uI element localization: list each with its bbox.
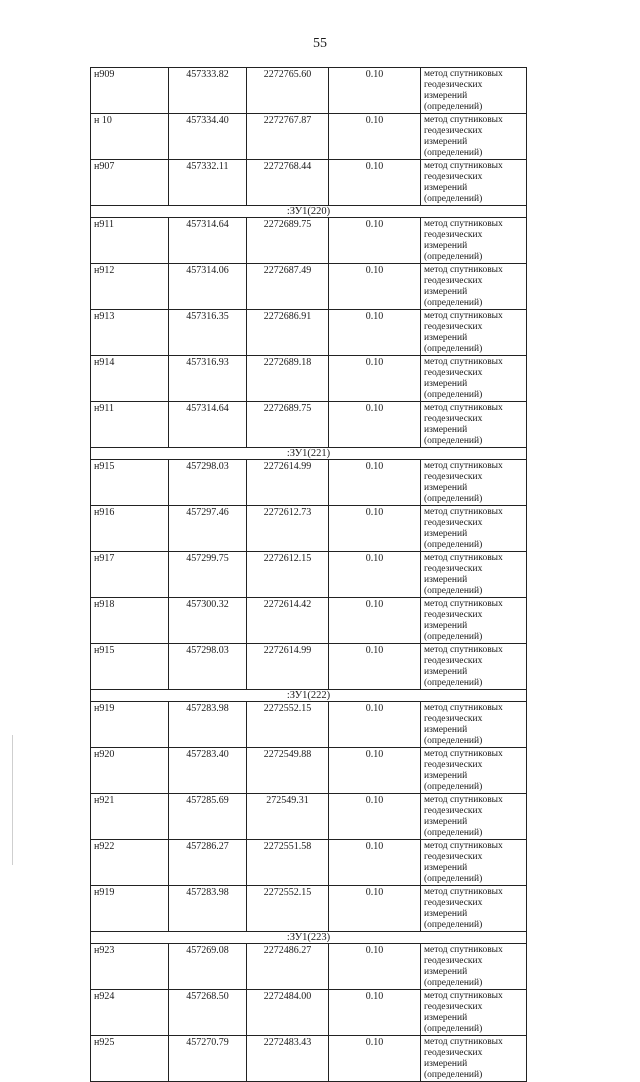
- accuracy-cell: 0.10: [329, 310, 421, 356]
- accuracy-cell: 0.10: [329, 748, 421, 794]
- table-row: [91, 598, 527, 644]
- table-row: [91, 264, 527, 310]
- table-row: [91, 356, 527, 402]
- table-row: [91, 506, 527, 552]
- method-cell: метод спутниковых геодезических измерений (определений): [421, 218, 527, 264]
- x-coordinate-cell: 457283.98: [169, 886, 247, 932]
- accuracy-cell: 0.10: [329, 644, 421, 690]
- method-cell: метод спутниковых геодезических измерений (определений): [421, 794, 527, 840]
- accuracy-cell: 0.10: [329, 1036, 421, 1082]
- page-number: 55: [313, 36, 327, 51]
- x-coordinate-cell: 457297.46: [169, 506, 247, 552]
- section-header-row: [91, 448, 527, 460]
- point-name-cell: н907: [91, 160, 169, 206]
- accuracy-cell: 0.10: [329, 598, 421, 644]
- accuracy-cell: 0.10: [329, 840, 421, 886]
- y-coordinate-cell: 2272483.43: [247, 1036, 329, 1082]
- point-name-cell: н913: [91, 310, 169, 356]
- method-cell: метод спутниковых геодезических измерений (определений): [421, 264, 527, 310]
- point-name-cell: н914: [91, 356, 169, 402]
- x-coordinate-cell: 457314.64: [169, 218, 247, 264]
- y-coordinate-cell: 2272549.88: [247, 748, 329, 794]
- point-name-cell: н921: [91, 794, 169, 840]
- point-name-cell: н925: [91, 1036, 169, 1082]
- x-coordinate-cell: 457316.93: [169, 356, 247, 402]
- point-name-cell: н 10: [91, 114, 169, 160]
- y-coordinate-cell: 2272765.60: [247, 68, 329, 114]
- table-row: [91, 990, 527, 1036]
- x-coordinate-cell: 457334.40: [169, 114, 247, 160]
- method-cell: метод спутниковых геодезических измерений (определений): [421, 160, 527, 206]
- method-cell: метод спутниковых геодезических измерений (определений): [421, 68, 527, 114]
- point-name-cell: н917: [91, 552, 169, 598]
- table-row: [91, 402, 527, 448]
- table-row: [91, 460, 527, 506]
- accuracy-cell: 0.10: [329, 944, 421, 990]
- y-coordinate-cell: 272549.31: [247, 794, 329, 840]
- method-cell: метод спутниковых геодезических измерений (определений): [421, 944, 527, 990]
- x-coordinate-cell: 457283.98: [169, 702, 247, 748]
- table-row: [91, 1036, 527, 1082]
- y-coordinate-cell: 2272689.75: [247, 218, 329, 264]
- accuracy-cell: 0.10: [329, 990, 421, 1036]
- accuracy-cell: 0.10: [329, 794, 421, 840]
- x-coordinate-cell: 457269.08: [169, 944, 247, 990]
- y-coordinate-cell: 2272612.73: [247, 506, 329, 552]
- x-coordinate-cell: 457298.03: [169, 460, 247, 506]
- point-name-cell: н911: [91, 218, 169, 264]
- method-cell: метод спутниковых геодезических измерений (определений): [421, 886, 527, 932]
- method-cell: метод спутниковых геодезических измерений (определений): [421, 114, 527, 160]
- section-header-row: [91, 206, 527, 218]
- table-row: [91, 310, 527, 356]
- point-name-cell: н909: [91, 68, 169, 114]
- point-name-cell: н922: [91, 840, 169, 886]
- method-cell: метод спутниковых геодезических измерений (определений): [421, 644, 527, 690]
- accuracy-cell: 0.10: [329, 356, 421, 402]
- x-coordinate-cell: 457285.69: [169, 794, 247, 840]
- x-coordinate-cell: 457300.32: [169, 598, 247, 644]
- accuracy-cell: 0.10: [329, 460, 421, 506]
- accuracy-cell: 0.10: [329, 264, 421, 310]
- y-coordinate-cell: 2272689.18: [247, 356, 329, 402]
- y-coordinate-cell: 2272767.87: [247, 114, 329, 160]
- table-row: [91, 748, 527, 794]
- y-coordinate-cell: 2272614.99: [247, 460, 329, 506]
- method-cell: метод спутниковых геодезических измерений (определений): [421, 552, 527, 598]
- y-coordinate-cell: 2272552.15: [247, 702, 329, 748]
- x-coordinate-cell: 457316.35: [169, 310, 247, 356]
- section-label: :ЗУ1(221): [91, 448, 527, 460]
- table-row: [91, 794, 527, 840]
- table-row: [91, 840, 527, 886]
- coordinates-table-body: [91, 68, 527, 1082]
- x-coordinate-cell: 457298.03: [169, 644, 247, 690]
- table-row: [91, 114, 527, 160]
- point-name-cell: н919: [91, 886, 169, 932]
- x-coordinate-cell: 457268.50: [169, 990, 247, 1036]
- method-cell: метод спутниковых геодезических измерений (определений): [421, 310, 527, 356]
- method-cell: метод спутниковых геодезических измерений (определений): [421, 402, 527, 448]
- point-name-cell: н916: [91, 506, 169, 552]
- x-coordinate-cell: 457314.06: [169, 264, 247, 310]
- scan-margin-mark: [12, 735, 13, 865]
- accuracy-cell: 0.10: [329, 702, 421, 748]
- x-coordinate-cell: 457286.27: [169, 840, 247, 886]
- point-name-cell: н924: [91, 990, 169, 1036]
- method-cell: метод спутниковых геодезических измерений (определений): [421, 598, 527, 644]
- method-cell: метод спутниковых геодезических измерений (определений): [421, 990, 527, 1036]
- section-label: :ЗУ1(223): [91, 932, 527, 944]
- point-name-cell: н923: [91, 944, 169, 990]
- accuracy-cell: 0.10: [329, 68, 421, 114]
- y-coordinate-cell: 2272686.91: [247, 310, 329, 356]
- y-coordinate-cell: 2272614.42: [247, 598, 329, 644]
- accuracy-cell: 0.10: [329, 114, 421, 160]
- method-cell: метод спутниковых геодезических измерений (определений): [421, 460, 527, 506]
- method-cell: метод спутниковых геодезических измерений (определений): [421, 356, 527, 402]
- method-cell: метод спутниковых геодезических измерений (определений): [421, 748, 527, 794]
- y-coordinate-cell: 2272552.15: [247, 886, 329, 932]
- table-row: [91, 886, 527, 932]
- x-coordinate-cell: 457270.79: [169, 1036, 247, 1082]
- accuracy-cell: 0.10: [329, 552, 421, 598]
- section-header-row: [91, 690, 527, 702]
- table-row: [91, 644, 527, 690]
- y-coordinate-cell: 2272612.15: [247, 552, 329, 598]
- point-name-cell: н920: [91, 748, 169, 794]
- table-row: [91, 68, 527, 114]
- accuracy-cell: 0.10: [329, 506, 421, 552]
- y-coordinate-cell: 2272484.00: [247, 990, 329, 1036]
- method-cell: метод спутниковых геодезических измерений (определений): [421, 840, 527, 886]
- accuracy-cell: 0.10: [329, 402, 421, 448]
- y-coordinate-cell: 2272687.49: [247, 264, 329, 310]
- coordinates-table: [90, 67, 527, 1082]
- y-coordinate-cell: 2272689.75: [247, 402, 329, 448]
- accuracy-cell: 0.10: [329, 218, 421, 264]
- table-row: [91, 218, 527, 264]
- point-name-cell: н915: [91, 460, 169, 506]
- point-name-cell: н912: [91, 264, 169, 310]
- point-name-cell: н915: [91, 644, 169, 690]
- section-header-row: [91, 932, 527, 944]
- method-cell: метод спутниковых геодезических измерений (определений): [421, 702, 527, 748]
- section-label: :ЗУ1(220): [91, 206, 527, 218]
- point-name-cell: н919: [91, 702, 169, 748]
- table-row: [91, 944, 527, 990]
- y-coordinate-cell: 2272551.58: [247, 840, 329, 886]
- y-coordinate-cell: 2272768.44: [247, 160, 329, 206]
- x-coordinate-cell: 457314.64: [169, 402, 247, 448]
- x-coordinate-cell: 457299.75: [169, 552, 247, 598]
- method-cell: метод спутниковых геодезических измерений (определений): [421, 506, 527, 552]
- point-name-cell: н918: [91, 598, 169, 644]
- accuracy-cell: 0.10: [329, 160, 421, 206]
- y-coordinate-cell: 2272614.99: [247, 644, 329, 690]
- x-coordinate-cell: 457332.11: [169, 160, 247, 206]
- accuracy-cell: 0.10: [329, 886, 421, 932]
- point-name-cell: н911: [91, 402, 169, 448]
- x-coordinate-cell: 457333.82: [169, 68, 247, 114]
- table-row: [91, 160, 527, 206]
- section-label: :ЗУ1(222): [91, 690, 527, 702]
- y-coordinate-cell: 2272486.27: [247, 944, 329, 990]
- method-cell: метод спутниковых геодезических измерений (определений): [421, 1036, 527, 1082]
- table-row: [91, 552, 527, 598]
- x-coordinate-cell: 457283.40: [169, 748, 247, 794]
- table-row: [91, 702, 527, 748]
